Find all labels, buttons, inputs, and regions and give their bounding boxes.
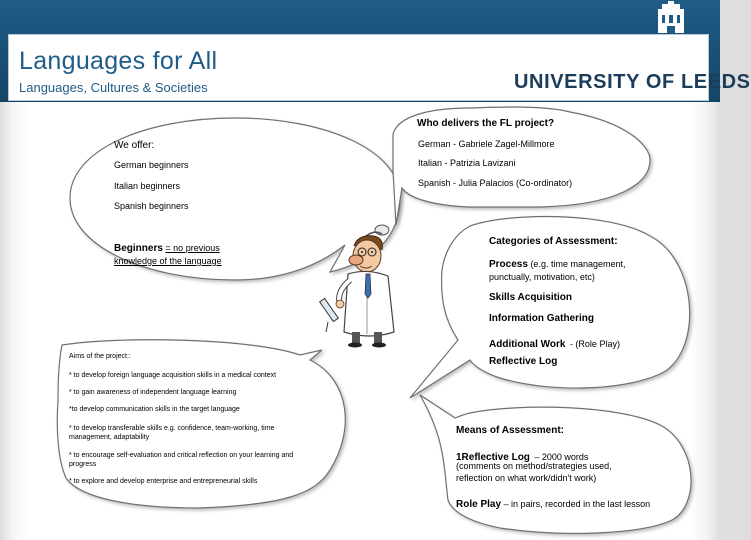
category-additional-label: Additional Work (489, 339, 566, 350)
beginners-definition (114, 242, 239, 268)
who-spanish: Spanish - Julia Palacios (Co-ordinator) (418, 178, 573, 188)
means-heading: Means of Assessment: (456, 425, 564, 436)
beginners-label: Beginners (114, 243, 163, 254)
means-role-label: Role Play (456, 499, 502, 510)
page-title: Languages for All (19, 47, 218, 75)
category-process (489, 258, 669, 283)
aim-item: *to develop communication skills in the target language (69, 406, 240, 413)
who-german: German - Gabriele Zagel-Millmore (418, 139, 555, 149)
beginners-detail: = no previous knowledge of the language (114, 243, 222, 266)
means-log-label: 1Reflective Log (456, 452, 530, 463)
means-role-detail: – in pairs, recorded in the last lesson (503, 499, 651, 509)
aim-item: * to develop foreign language acquisition skills in a medical context (69, 372, 277, 379)
page-subtitle: Languages, Cultures & Societies (19, 80, 208, 95)
offer-item-italian: Italian beginners (114, 181, 181, 191)
offer-item-spanish: Spanish beginners (114, 201, 189, 211)
category-process-label: Process (489, 259, 528, 270)
offer-heading: We offer: (114, 140, 155, 151)
means-role-play (456, 498, 656, 511)
categories-heading: Categories of Assessment: (489, 236, 618, 247)
aim-item: * to develop transferable skills e.g. confidence, team-working, time management, adaptability (69, 425, 275, 441)
offer-item-german: German beginners (114, 160, 189, 170)
aims-heading: Aims of the project:: (69, 353, 131, 360)
category-reflective-log: Reflective Log (489, 356, 558, 367)
aim-item: * to encourage self-evaluation and critical reflection on your learning and progress (69, 452, 294, 468)
university-logo-text: UNIVERSITY OF LEEDS (514, 71, 751, 93)
category-additional-detail: - (Role Play) (569, 339, 620, 349)
aim-item: * to explore and develop enterprise and entrepreneurial skills (69, 478, 258, 485)
category-additional (489, 334, 620, 352)
means-log-note: (comments on method/strategies used, reflection on what work/didn't work) (456, 461, 612, 483)
category-skills: Skills Acquisition (489, 292, 572, 303)
who-heading: Who delivers the FL project? (417, 118, 555, 129)
doctor-with-syringe-icon (322, 222, 407, 347)
category-information: Information Gathering (489, 313, 594, 324)
means-log-detail: – 2000 words (534, 452, 589, 462)
who-italian: Italian - Patrizia Lavizani (418, 158, 516, 168)
category-process-detail: (e.g. time management, punctually, motivation, etc) (489, 259, 626, 282)
aim-item: * to gain awareness of independent language learning (69, 389, 237, 396)
